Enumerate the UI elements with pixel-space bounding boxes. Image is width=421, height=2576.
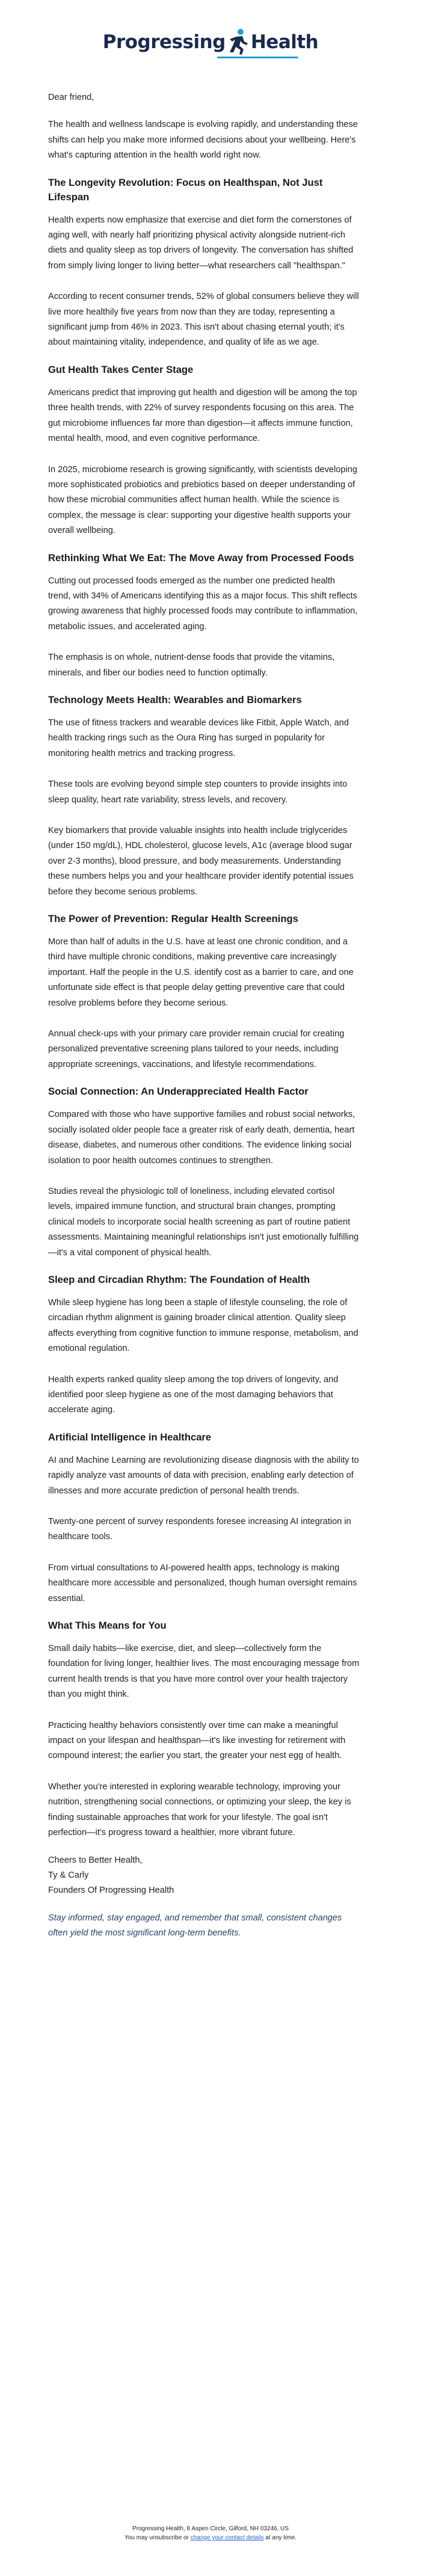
article-sections — [48, 164, 360, 1841]
section-paragraph: Twenty-one percent of survey respondents foresee increasing AI integration in healthcare tools. — [48, 1517, 351, 1542]
footer-address: Progressing Health, 8 Aspen Circle, Gilford, NH 03246, US — [132, 2525, 289, 2532]
section-paragraph: While sleep hygiene has long been a staple of lifestyle counseling, the role of circadian rhythm alignment is gaining broader clinical attention. Quality sleep affects everything from cognitive function to immune response, metabolism, and emotional regulation. — [48, 1297, 358, 1354]
section-paragraph: These tools are evolving beyond simple step counters to provide insights into sleep quality, heart rate variability, stress levels, and recovery. — [48, 779, 348, 805]
logo-underline — [217, 57, 298, 58]
section-heading: Artificial Intelligence in Healthcare — [48, 1431, 212, 1443]
section-paragraph: From virtual consultations to AI-powered health apps, technology is making healthcare more accessible and personalized, though human oversight remains essential. — [48, 1563, 357, 1603]
greeting: Dear friend, — [48, 93, 94, 102]
brand-logo[interactable] — [103, 21, 319, 63]
section-heading: Gut Health Takes Center Stage — [48, 363, 194, 375]
section-paragraph: According to recent consumer trends, 52% of global consumers believe they will live more healthily five years from now than they are today, representing a significant jump from 46% in 2023. This isn't about chasing eternal youth; it's about maintaining vitality, independence, and quality of life as we age. — [48, 292, 359, 348]
email-body — [0, 84, 421, 1941]
section-paragraph: Practicing healthy behaviors consistently over time can make a meaningful impact on your lifespan and healthspan—it's like investing for retirement with compound interest; the earlier you start, the greater your nest egg of health. — [48, 1720, 346, 1761]
section-paragraph: The emphasis is on whole, nutrient-dense foods that provide the vitamins, minerals, and fiber our bodies need to function optimally. — [48, 653, 335, 678]
closing-note: Stay informed, stay engaged, and remember that small, consistent changes often yield the most significant long-term benefits. — [48, 1913, 342, 1938]
section-paragraph: Cutting out processed foods emerged as the number one predicted health trend, with 34% of Americans identifying this as a major focus. This shift reflects growing awareness that highly processed foods may contribute to inflammation, metabolic issues, and accelerated aging. — [48, 576, 358, 632]
section-heading: Sleep and Circadian Rhythm: The Foundation of Health — [48, 1273, 310, 1285]
email-footer — [0, 2524, 421, 2542]
section-paragraph: Annual check-ups with your primary care provider remain crucial for creating personalized preventative screening plans tailored to your needs, including appropriate screenings, vaccinations, and lifestyle recommendations. — [48, 1029, 345, 1069]
change-contact-details-link[interactable]: change your contact details — [190, 2535, 264, 2541]
section-paragraph: Studies reveal the physiologic toll of loneliness, including elevated cortisol levels, impaired immune function, and structural brain changes, prompting clinical models to incorporate social health screening as part of routine patient assessments. Maintaining meaningful relationships isn't just emotionally fulfilling—it's a vital component of physical health. — [48, 1186, 359, 1258]
unsubscribe-suffix: at any time. — [263, 2535, 297, 2541]
signoff — [48, 1853, 360, 1899]
section-paragraph: AI and Machine Learning are revolutionizing disease diagnosis with the ability to rapidly analyze vast amounts of data with precision, enabling early detection of illnesses and more accurate prediction of personal health trends. — [48, 1455, 359, 1496]
section-paragraph: Health experts ranked quality sleep among the top drivers of longevity, and identified poor sleep hygiene as one of the most damaging behaviors that accelerate aging. — [48, 1374, 339, 1415]
logo-text-progressing: Progressing — [102, 31, 226, 53]
section-paragraph: Whether you're interested in exploring wearable technology, improving your nutrition, strengthening social connections, or optimizing your sleep, the key is finding sustainable approaches that work for your lifestyle. The goal isn't perfection—it's progress toward a healthier, more vibrant future. — [48, 1781, 351, 1838]
section-paragraph: Americans predict that improving gut health and digestion will be among the top three health trends, with 22% of survey respondents focusing on this area. The gut microbiome influences far more than digestion—it affects immune function, mental health, mood, and even cognitive performance. — [48, 387, 357, 444]
section-paragraph: Key biomarkers that provide valuable insights into health include triglycerides (under 150 mg/dL), HDL cholesterol, glucose levels, A1c (average blood sugar over 2-3 months), blood pressure, and body measurements. Understanding these numbers helps you and your healthcare provider identify potential issues before they become serious problems. — [48, 826, 354, 897]
section-paragraph: More than half of adults in the U.S. have at least one chronic condition, and a third have multiple chronic conditions, making preventive care increasingly important. Half the people in the U.S. identify cost as a barrier to care, and one unfortunate side effect is that people delay getting preventive care that could resolve problems before they become serious. — [48, 937, 354, 1008]
section-heading: The Longevity Revolution: Focus on Healthspan, Not Just Lifespan — [48, 176, 323, 203]
signoff-line: Cheers to Better Health, — [48, 1855, 143, 1865]
section-paragraph: Health experts now emphasize that exercise and diet form the cornerstones of aging well, with nearly half prioritizing physical activity alongside nutrient-rich diets and quality sleep as top drivers of longevity. The conversation has shifted from simply living longer to living better—what researchers call "healthspan." — [48, 215, 354, 271]
runner-icon — [228, 28, 248, 56]
signoff-names: Ty & Carly — [48, 1870, 89, 1880]
email-header — [0, 0, 421, 84]
logo-text-health: Health — [250, 31, 319, 53]
section-heading: Social Connection: An Underappreciated Health Factor — [48, 1086, 309, 1098]
footer-unsubscribe — [0, 2533, 421, 2542]
section-paragraph: Compared with those who have supportive families and robust social networks, socially isolated older people face a greater risk of early death, dementia, heart disease, diabetes, and numerous other conditions. The evidence linking social isolation to poor health outcomes continues to strengthen. — [48, 1110, 355, 1166]
section-paragraph: The use of fitness trackers and wearable devices like Fitbit, Apple Watch, and health tracking rings such as the Oura Ring has surged in popularity for monitoring health metrics and tracking progress. — [48, 718, 349, 758]
section-paragraph: Small daily habits—like exercise, diet, and sleep—collectively form the foundation for living longer, healthier lives. The most encouraging message from current health trends is that you have more control over your health trajectory than you might think. — [48, 1644, 360, 1700]
signoff-title: Founders Of Progressing Health — [48, 1886, 174, 1896]
section-heading: The Power of Prevention: Regular Health Screenings — [48, 913, 298, 925]
section-paragraph: In 2025, microbiome research is growing significantly, with scientists developing more sophisticated probiotics and prebiotics based on deeper understanding of how these microbial communities affect human health. While the science is complex, the message is clear: supporting your digestive health supports your overall wellbeing. — [48, 464, 357, 536]
unsubscribe-prefix: You may unsubscribe or — [124, 2535, 191, 2541]
intro-paragraph: The health and wellness landscape is evolving rapidly, and understanding these shifts can help you make more informed decisions about your wellbeing. Here's what's capturing attention in the health world right now. — [48, 120, 358, 161]
section-heading: What This Means for You — [48, 1620, 167, 1632]
section-heading: Technology Meets Health: Wearables and Biomarkers — [48, 693, 302, 705]
section-heading: Rethinking What We Eat: The Move Away from Processed Foods — [48, 552, 354, 564]
